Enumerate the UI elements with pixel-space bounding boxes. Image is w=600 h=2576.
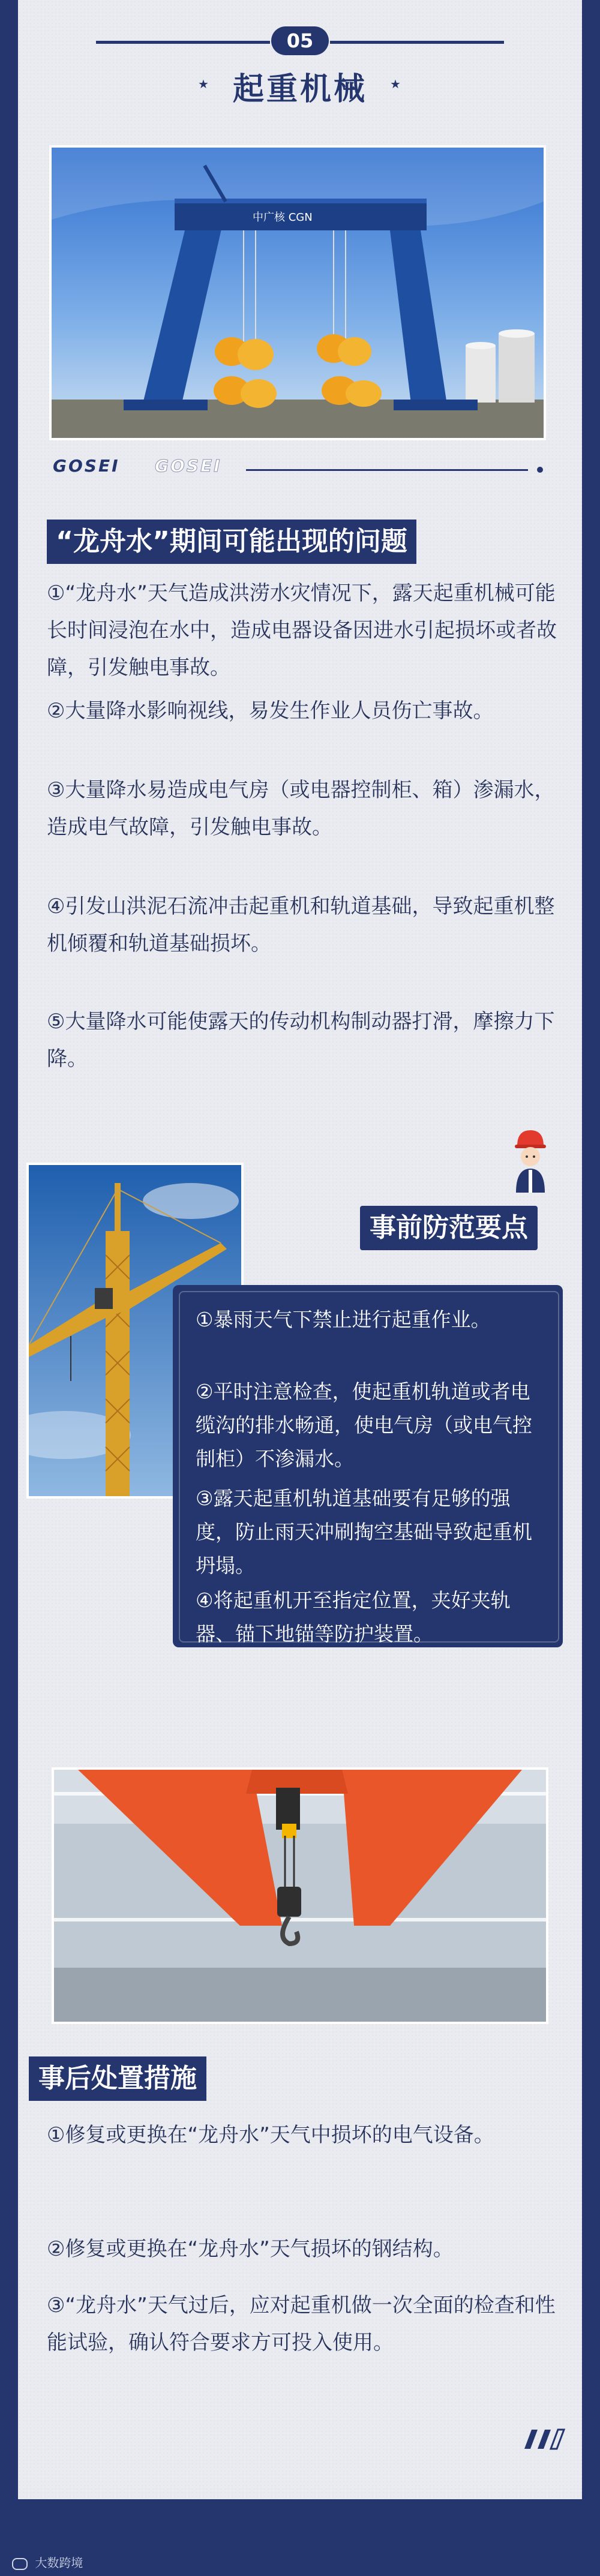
problems-heading-bar	[47, 520, 416, 564]
problem-item-5: ⑤大量降水可能使露天的传动机构制动器打滑，摩擦力下降。	[47, 1010, 555, 1071]
watermark-logo-icon	[12, 2558, 28, 2570]
prevention-item-2: ②平时注意检查，使起重机轨道或者电缆沟的排水畅通，使电气房（或电气控制柜）不渗漏水。	[196, 1380, 532, 1470]
aftermath-heading-bar	[29, 2056, 206, 2101]
section-number-badge: 05	[271, 26, 329, 55]
overhead-crane-photo	[54, 1770, 546, 2022]
divider-line	[246, 469, 528, 471]
problems-heading: “龙舟水”期间可能出现的问题	[56, 526, 407, 557]
aftermath-heading: 事后处置措施	[38, 2063, 197, 2094]
prevention-heading-bar	[360, 1206, 538, 1250]
gantry-crane-photo	[52, 148, 544, 438]
problem-item-1: ①“龙舟水”天气造成洪涝水灾情况下，露天起重机械可能长时间浸泡在水中，造成电器设备因进水引起损坏或者故障，引发触电事故。	[47, 581, 557, 680]
star-icon: ★	[198, 77, 209, 91]
footer-watermark	[12, 2553, 83, 2571]
slash-decoration-icon	[518, 2428, 572, 2450]
header-line-left	[96, 41, 270, 44]
aftermath-item-2: ②修复或更换在“龙舟水”天气损坏的钢结构。	[47, 2237, 454, 2261]
worker-avatar-icon	[509, 1127, 552, 1193]
page-title: 起重机械	[232, 71, 367, 107]
prevention-heading: 事前防范要点	[370, 1212, 528, 1243]
aftermath-item-1: ①修复或更换在“龙舟水”天气中损坏的电气设备。	[47, 2123, 494, 2147]
problem-item-4: ④引发山洪泥石流冲击起重机和轨道基础，导致起重机整机倾覆和轨道基础损坏。	[47, 894, 555, 956]
header-line-right	[330, 41, 504, 44]
divider-dot	[537, 467, 543, 473]
prevention-item-3: ③露天起重机轨道基础要有足够的强度，防止雨天冲刷掏空基础导致起重机坍塌。	[196, 1487, 532, 1577]
star-icon: ★	[390, 77, 401, 91]
crane-logo-text: 中广核 CGN	[253, 211, 313, 224]
prevention-item-4: ④将起重机开至指定位置，夹好夹轨器、锚下地锚等防护装置。	[196, 1589, 511, 1646]
problem-item-2: ②大量降水影响视线，易发生作业人员伤亡事故。	[47, 699, 494, 723]
brand-logo-outline: GOSEI	[155, 456, 222, 476]
prevention-item-1: ①暴雨天气下禁止进行起重作业。	[196, 1308, 491, 1331]
aftermath-item-3: ③“龙舟水”天气过后，应对起重机做一次全面的检查和性能试验，确认符合要求方可投入使用。	[47, 2293, 556, 2355]
watermark-text: 大数跨境	[35, 2556, 83, 2570]
brand-logo: GOSEI	[53, 456, 120, 476]
problem-item-3: ③大量降水易造成电气房（或电器控制柜、箱）渗漏水，造成电气故障，引发触电事故。	[47, 778, 555, 839]
